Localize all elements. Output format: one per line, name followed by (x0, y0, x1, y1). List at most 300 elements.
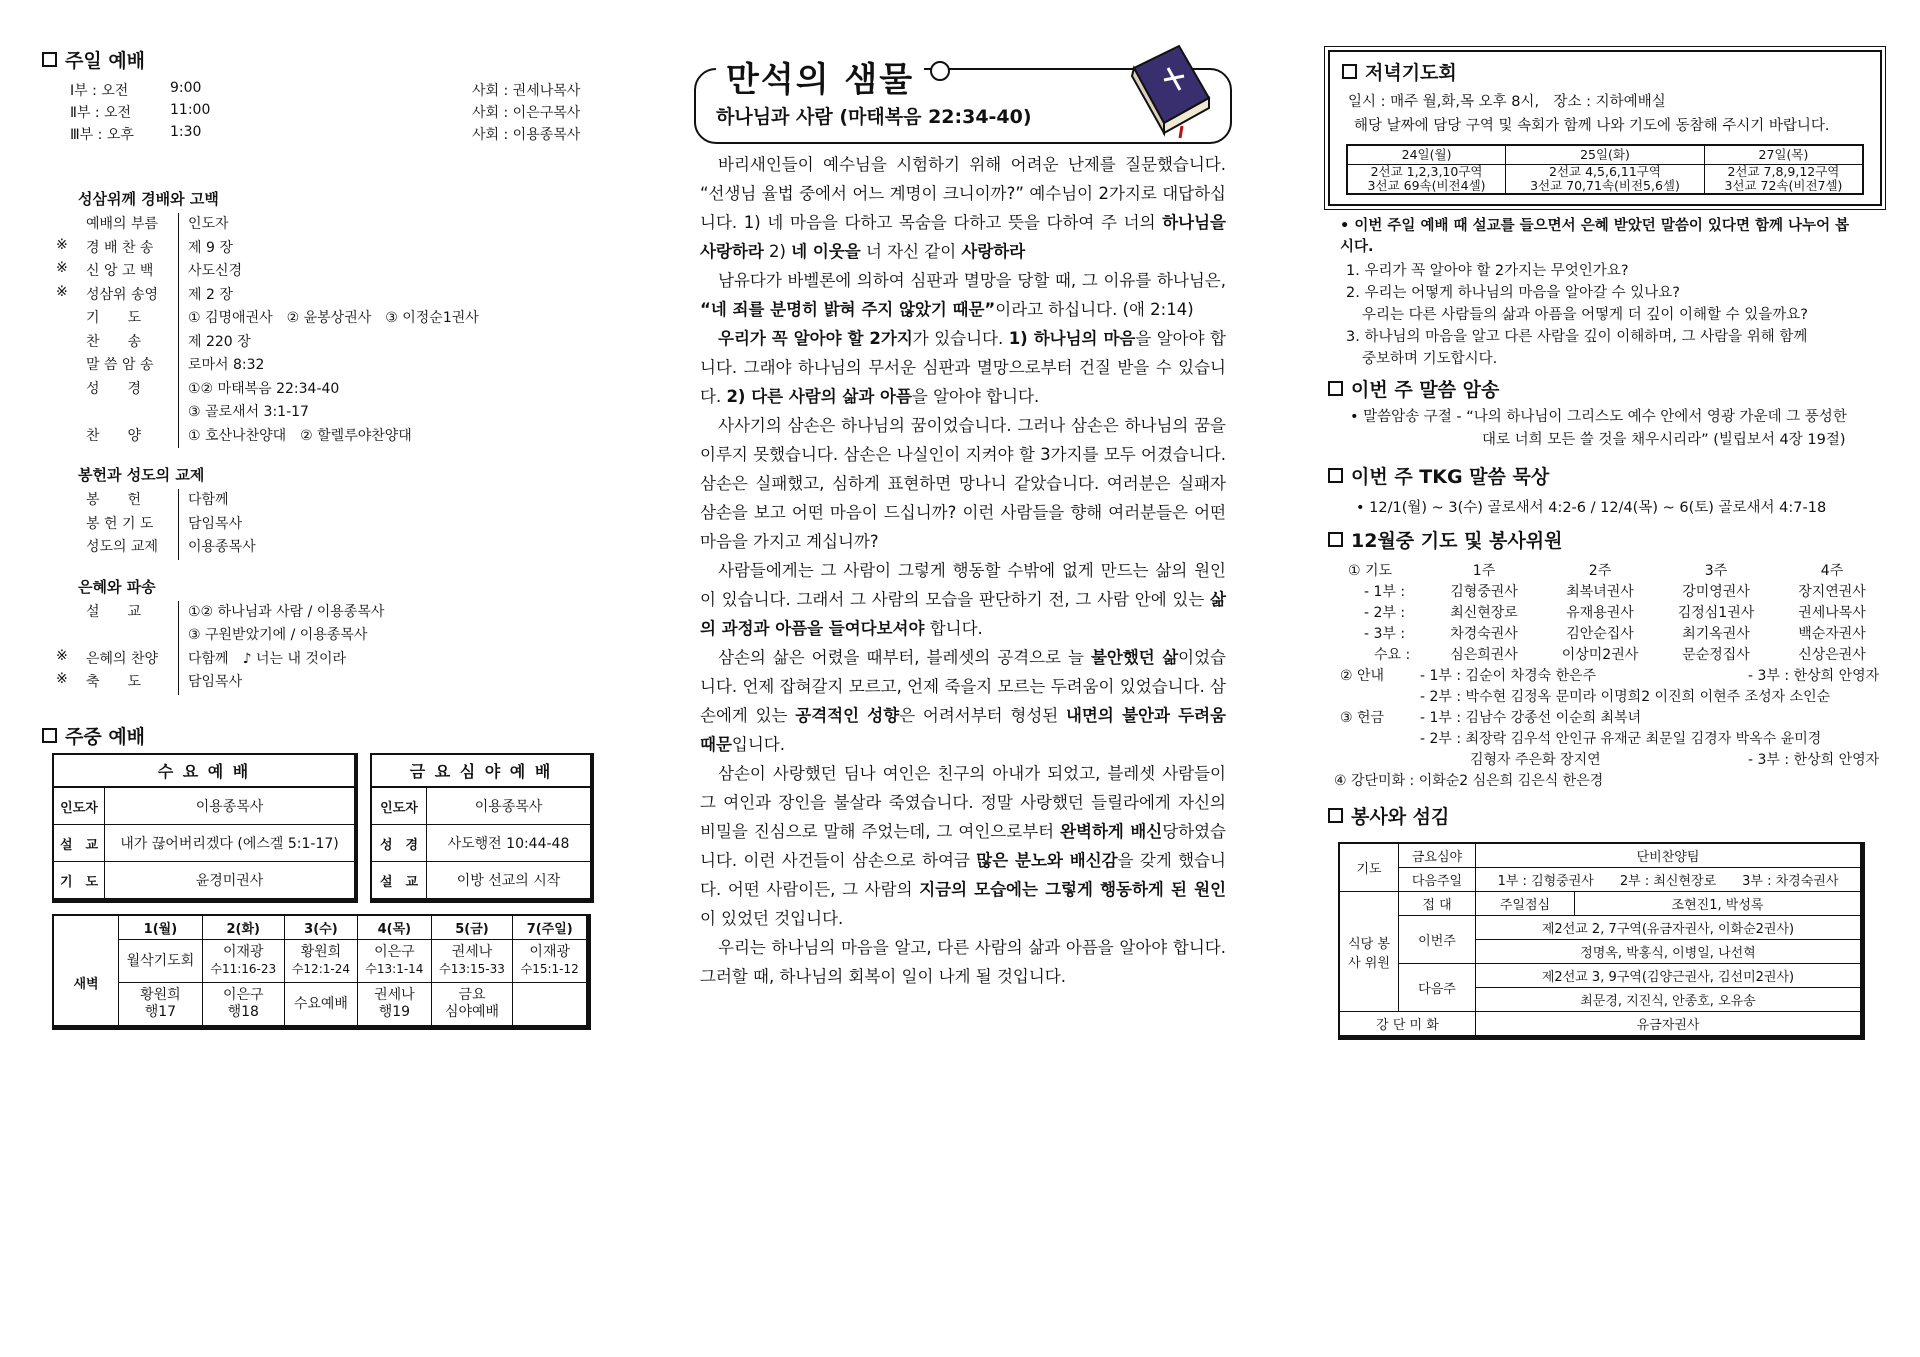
dawn-cell (513, 940, 587, 983)
dawn-cell-sub: 심야예배 (444, 1004, 500, 1020)
worship-order (42, 188, 602, 695)
duty-title (1328, 526, 1562, 553)
guide-row (1334, 665, 1880, 686)
bullet-icon: • (1340, 218, 1350, 234)
service-host: 사회 : 권세나목사 (472, 83, 581, 99)
duty-text: - 3부 : 한상희 안영자 (1748, 752, 1880, 768)
order-divider (178, 284, 179, 308)
next-sunday-value: 1부 : 김형중권사 2부 : 최신현장로 3부 : 차경숙권사 (1476, 868, 1862, 892)
emphasis-text: 하나님을 사랑하라 (700, 213, 1226, 261)
order-group-header: 은혜와 파송 (78, 577, 156, 596)
prayer-head: 27일(목) (1704, 145, 1863, 165)
this-week-1: 제2선교 2, 7구역(유금자권사, 이화순2권사) (1476, 916, 1862, 940)
prayer-table (1346, 144, 1864, 195)
duty-cell: 심은희권사 (1450, 647, 1518, 663)
meal-label: 식당 봉사 위원 (1339, 892, 1399, 1012)
order-label: 찬 송 (86, 333, 142, 350)
next-week-2: 최문경, 지진식, 안종호, 오유송 (1476, 988, 1862, 1012)
friday-table (372, 787, 590, 899)
weekday-worship-title (42, 722, 145, 749)
dawn-cell-main: 이재광 (222, 944, 264, 960)
service-row (70, 102, 590, 124)
body-text: 삼손의 삶은 어렸을 때부터, 블레셋의 공격으로 늘 (718, 648, 1091, 667)
duty-header-row (1334, 560, 1874, 581)
row-value: 이용종목사 (105, 788, 355, 825)
order-row (42, 401, 602, 425)
service-time: 9:00 (170, 80, 202, 96)
table-row (54, 862, 354, 899)
dawn-row (53, 940, 587, 983)
friday-title: 금 요 심 야 예 배 (372, 755, 590, 787)
service-times (70, 80, 590, 146)
order-divider (178, 671, 179, 695)
dawn-cell (284, 940, 357, 983)
service-table-box (1338, 842, 1865, 1040)
dawn-day: 3(수) (284, 915, 357, 940)
dawn-cell (284, 983, 357, 1027)
order-divider (178, 260, 179, 284)
row-key: 설 교 (372, 862, 427, 899)
body-text: 우리는 하나님의 마음을 알고, 다른 사람의 삶과 아픔을 알아야 합니다. 그러할 때, 하나님의 회복이 일이 나게 될 것입니다. (700, 938, 1226, 986)
next-week-label: 다음주 (1399, 964, 1476, 1012)
order-divider (178, 331, 179, 355)
body-text: 바리새인들이 예수님을 시험하기 위해 어려운 난제를 질문했습니다. “선생님 율법 중에서 어느 계명이 크니이까?” 예수님이 2가지로 대답하십니다. 1) 네 마음을 다하고 목숨을 다하고 뜻을 다하여 주 너의 (700, 155, 1226, 232)
order-value: 제 220 장 (188, 333, 251, 350)
dawn-day: 5(금) (431, 915, 513, 940)
duty-text: ④ 강단미화 : 이화순2 심은희 김은식 한은경 (1334, 773, 1604, 789)
table-row (372, 862, 590, 899)
guide-row (1334, 686, 1874, 707)
section-label: 이번 주 말씀 암송 (1351, 379, 1500, 401)
section-label: 12월중 기도 및 봉사위원 (1351, 530, 1563, 552)
emphasis-text: 삶의 과정과 아픔을 들여다보셔야 (700, 590, 1226, 638)
altar-flower-label: 강 단 미 화 (1339, 1012, 1476, 1037)
memory-verse (1350, 406, 1870, 452)
table-row (54, 788, 354, 825)
order-value: 로마서 8:32 (188, 357, 265, 373)
sermon-header (694, 50, 1230, 142)
order-row (42, 378, 602, 402)
order-label: 찬 양 (86, 427, 142, 444)
duty-cell: 차경숙권사 (1450, 626, 1518, 642)
host-label: 접 대 (1399, 892, 1476, 916)
sermon-paragraph (700, 324, 1226, 411)
duty-cell: 1주 (1472, 563, 1496, 579)
body-text: 이었습니다. 언제 잡혀갈지 모르고, 언제 죽을지 모르는 두려움이 있었습니다. 삼손에게 있는 (700, 648, 1226, 725)
dawn-cell (119, 940, 203, 983)
question-item: 1. 우리가 꼭 알아야 할 2가지는 무엇인가요? (1346, 263, 1629, 279)
order-row (42, 237, 602, 261)
emphasis-text: 완벽하게 배신 (1060, 822, 1163, 841)
order-label: 봉 헌 기 도 (86, 515, 154, 532)
emphasis-text: 공격적인 성향 (795, 706, 900, 725)
duty-cell: 수요 : (1374, 647, 1411, 663)
prayer-head: 24일(월) (1347, 145, 1506, 165)
order-label: 봉 헌 (86, 492, 142, 508)
body-text: 을 알아야 합니다. 그래야 하나님의 무서운 심판과 멸망으로부터 건질 받을 수 있습니다. (700, 329, 1226, 406)
emphasis-text: 2) 다른 사람의 삶과 아픔 (726, 387, 912, 406)
fri-value: 단비찬양팀 (1476, 843, 1862, 868)
order-row (42, 536, 602, 560)
order-value: ③ 골로새서 3:1-17 (188, 404, 309, 420)
service-time: 11:00 (170, 102, 211, 118)
wednesday-table (54, 787, 354, 899)
order-divider (178, 213, 179, 237)
body-text: 은 어려서부터 형성된 (899, 706, 1066, 725)
order-row (42, 260, 602, 284)
service-row (70, 80, 590, 102)
altar-flower-value: 유금자권사 (1476, 1012, 1862, 1037)
order-divider (178, 536, 179, 560)
duty-row (1334, 602, 1874, 623)
order-value: 제 2 장 (188, 286, 233, 303)
duty-cell: 3주 (1704, 563, 1728, 579)
section-label: 봉사와 섬김 (1351, 806, 1450, 828)
dawn-cell-main: 금요 (458, 987, 486, 1003)
order-label: 경 배 찬 송 (86, 239, 154, 256)
sermon-paragraph (700, 933, 1226, 991)
body-text: 이 있었던 것입니다. (700, 909, 844, 928)
evening-prayer-box (1328, 50, 1882, 206)
order-row (42, 425, 602, 449)
order-mark: ※ (56, 260, 68, 276)
pray-label: 기도 (1339, 843, 1399, 892)
section-label: 주중 예배 (65, 726, 146, 748)
order-value: ①② 마태복음 22:34-40 (188, 380, 340, 397)
wednesday-service-box (52, 753, 358, 903)
host-b: 조현진1, 박성록 (1575, 892, 1862, 916)
host-a: 주일점심 (1476, 892, 1575, 916)
dawn-cell-main: 황원희 (140, 987, 181, 1003)
table-row (54, 825, 354, 862)
dawn-day: 7(주일) (513, 915, 587, 940)
offering-row (1334, 728, 1874, 749)
dawn-cell (431, 940, 513, 983)
service-time: 1:30 (170, 124, 202, 140)
question-item: 2. 우리는 어떻게 하나님의 마음을 알아갈 수 있나요? (1346, 285, 1680, 301)
order-divider (178, 354, 179, 378)
order-label: 성 경 (86, 380, 142, 397)
brand-circle-icon (930, 61, 950, 81)
dawn-day: 4(목) (358, 915, 431, 940)
emphasis-text: “네 죄를 분명히 밝혀 주지 않았기 때문” (700, 300, 996, 319)
duty-cell: 최신현장로 (1450, 605, 1518, 621)
section-label: 이번 주 TKG 말씀 묵상 (1351, 466, 1550, 488)
duty-text: ② 안내 (1340, 668, 1385, 684)
brand-title: 만석의 샘물 (716, 52, 924, 101)
bullet-icon: • (1350, 409, 1359, 425)
service-host: 사회 : 이용종목사 (472, 127, 581, 143)
emphasis-text: 불안했던 삶 (1090, 648, 1179, 667)
checkbox-bullet-icon (1328, 381, 1343, 396)
row-key: 인도자 (54, 788, 105, 825)
order-label: 은혜의 찬양 (86, 650, 159, 667)
duty-text: ③ 헌금 (1340, 710, 1385, 726)
duty-cell: ① 기도 (1348, 563, 1393, 579)
prayer-row (1347, 145, 1863, 165)
emphasis-text: 네 이웃을 (791, 242, 861, 261)
order-mark: ※ (56, 671, 68, 687)
dawn-cell-main: 월삭기도회 (126, 952, 195, 969)
duty-cell: 유재용권사 (1566, 605, 1634, 621)
prayer-cell: 2선교 1,2,3,10구역 (1347, 165, 1506, 180)
prayer-head: 25일(화) (1506, 145, 1705, 165)
body-text: 을 알아야 합니다. (911, 387, 1040, 406)
checkbox-bullet-icon (42, 728, 57, 743)
question-item: 중보하며 기도합시다. (1362, 351, 1498, 367)
order-row (42, 331, 602, 355)
question-list (1340, 260, 1870, 370)
checkbox-bullet-icon (1328, 468, 1343, 483)
order-value: ③ 구원받았기에 / 이용종목사 (188, 627, 368, 643)
order-mark: ※ (56, 647, 68, 664)
duty-row (1334, 644, 1874, 665)
order-row (42, 307, 602, 331)
body-text: 삼손이 사랑했던 딤나 여인은 친구의 아내가 되었고, 블레셋 사람들이 그 여인과 장인을 불살라 죽였습니다. 정말 사랑했던 들릴라에게 자신의 비밀을 진심으로 말해 주었는데, 그 여인으로부터 (700, 764, 1226, 841)
prayer-cell: 3선교 69속(비전4셀) (1347, 179, 1506, 194)
duty-cell: 최복녀권사 (1566, 584, 1634, 600)
sunday-worship-title (42, 46, 145, 73)
duty-cell: 신상은권사 (1798, 647, 1866, 663)
memory-line-2: 대로 너희 모든 쓸 것을 채우시리라” (빌립보서 4장 19절) (1482, 432, 1846, 448)
dawn-cell (202, 940, 284, 983)
row-key: 기 도 (54, 862, 105, 899)
dawn-cell (119, 983, 203, 1027)
duty-text: - 2부 : 박수현 김정옥 문미라 이명희2 이진희 이현주 조성자 소인순 (1420, 689, 1831, 705)
duty-cell: 백순자권사 (1798, 626, 1866, 642)
next-week-1: 제2선교 3, 9구역(김양근권사, 김선미2권사) (1476, 964, 1862, 988)
duty-row (1334, 581, 1874, 602)
duty-cell: 김형중권사 (1450, 584, 1518, 600)
duty-cell: 김안순집사 (1566, 626, 1634, 642)
order-value: ① 호산나찬양대 ② 할렐루야찬양대 (188, 427, 412, 444)
order-divider (178, 378, 179, 402)
emphasis-text: 내면의 불안과 두려움 때문 (700, 706, 1226, 754)
duty-text: 김형자 주은화 장지연 (1470, 752, 1601, 768)
tkg-title (1328, 462, 1549, 489)
dawn-service-box (52, 914, 591, 1030)
dawn-day: 1(월) (119, 915, 203, 940)
table-row (372, 788, 590, 825)
tkg-reading: • 12/1(월) ~ 3(수) 골로새서 4:2-6 / 12/4(목) ~ 6(토) 골로새서 4:7-18 (1356, 500, 1827, 516)
body-text: 남유다가 바벨론에 의하여 심판과 멸망을 당할 때, 그 이유를 하나님은, (718, 271, 1226, 290)
dawn-cell-sub: 행19 (378, 1004, 411, 1020)
duty-row (1334, 623, 1874, 644)
duty-text: - 3부 : 한상희 안영자 (1748, 668, 1880, 684)
prayer-cell: 2선교 7,8,9,12구역 (1704, 165, 1863, 180)
order-label: 설 교 (86, 603, 142, 620)
dawn-day: 2(화) (202, 915, 284, 940)
dawn-corner (53, 915, 119, 940)
dawn-cell (358, 983, 431, 1027)
order-row (42, 284, 602, 308)
order-row (42, 671, 602, 695)
duty-cell: 권세나목사 (1798, 605, 1866, 621)
prayer-row (1347, 165, 1863, 180)
order-value: ①② 하나님과 사람 / 이용종목사 (188, 603, 385, 620)
service-row (70, 124, 590, 146)
order-label: 성삼위 송영 (86, 286, 159, 303)
dawn-cell-main: 권세나 (374, 987, 415, 1003)
share-intro (1340, 216, 1860, 258)
this-week-label: 이번주 (1399, 916, 1476, 964)
body-text: 사사기의 삼손은 하나님의 꿈이었습니다. 그러나 삼손은 하나님의 꿈을 이루지 못했습니다. 삼손은 나실인이 지켜야 할 3가지를 모두 어겼습니다. 삼손은 실패했고, 심하게 표현하면 망나니 같았습니다. 여러분은 실패자 삼손을 보고 어떤 마음이 드십니까? 이런 사람들을 향해 여러분들은 어떤 마음을 가지고 계십니까? (700, 416, 1226, 551)
dawn-cell-main: 이은구 (222, 987, 264, 1003)
offering-row (1334, 749, 1880, 770)
duty-text: - 2부 : 최장락 김우석 안인규 유재군 최문일 김경자 박옥수 윤미경 (1420, 731, 1822, 747)
order-row (42, 601, 602, 625)
duty-cell: 문순정집사 (1682, 647, 1750, 663)
order-label: 기 도 (86, 310, 142, 326)
dawn-cell-sub: 수11:16-23 (210, 962, 277, 976)
emphasis-text: 사랑하라 (961, 242, 1026, 261)
body-text: 입니다. (731, 735, 785, 754)
dawn-cell-sub: 수13:15-33 (439, 962, 505, 976)
section-label: 주일 예배 (65, 50, 146, 72)
sermon-paragraph (700, 759, 1226, 933)
duty-cell: 4주 (1820, 563, 1844, 579)
dawn-cell (202, 983, 284, 1027)
dawn-label: 새벽 (53, 940, 119, 1027)
order-divider (178, 237, 179, 261)
duty-cell: 2주 (1588, 563, 1612, 579)
checkbox-bullet-icon (42, 52, 57, 67)
dawn-cell-sub: 행18 (227, 1004, 259, 1020)
section-label: 저녁기도회 (1365, 62, 1457, 84)
order-divider (178, 307, 179, 331)
duty-cell: 장지연권사 (1798, 584, 1866, 600)
order-group-header: 성삼위께 경배와 고백 (78, 190, 219, 208)
service-table (1338, 842, 1862, 1037)
this-week-2: 정명옥, 박홍식, 이병일, 나선혁 (1476, 940, 1862, 964)
order-divider (178, 601, 179, 625)
order-value: 다함께 (188, 492, 229, 508)
duty-cell: - 1부 : (1364, 584, 1406, 600)
memory-line-1: • 말씀암송 구절 - “나의 하나님이 그리스도 예수 안에서 영광 가운데 그 풍성한 (1350, 409, 1847, 425)
order-label: 예배의 부름 (86, 216, 159, 232)
dawn-cell (358, 940, 431, 983)
prayer-cell: 3선교 72속(비전7셀) (1704, 179, 1863, 194)
dawn-cell-main: 황원희 (300, 944, 342, 960)
service-name: Ⅱ부 : 오전 (70, 105, 132, 121)
duty-cell: 이상미2권사 (1561, 647, 1639, 663)
fri-label: 금요심야 (1399, 843, 1476, 868)
table-row (372, 825, 590, 862)
order-divider (178, 624, 179, 648)
order-value: 담임목사 (188, 674, 243, 690)
duty-cell: - 3부 : (1364, 626, 1406, 642)
body-text: 너 자신 같이 (860, 242, 962, 261)
flower-row (1334, 770, 1874, 791)
dawn-cell-main: 이은구 (374, 944, 415, 960)
dawn-cell-sub: 수15:1-12 (520, 962, 579, 976)
next-sunday-label: 다음주일 (1399, 868, 1476, 892)
sermon-paragraph (700, 266, 1226, 324)
row-value: 윤경미권사 (105, 862, 355, 899)
order-value: ① 김명애권사 ② 윤봉상권사 ③ 이정순1권사 (188, 310, 479, 326)
sermon-paragraph (700, 411, 1226, 556)
order-label: 신 앙 고 백 (86, 263, 154, 279)
order-row (42, 513, 602, 537)
order-label: 축 도 (86, 674, 142, 690)
prayer-cell: 2선교 4,5,6,11구역 (1506, 165, 1705, 180)
service-title (1328, 802, 1449, 829)
row-value: 내가 끊어버리겠다 (에스겔 5:1-17) (105, 825, 355, 862)
order-value: 인도자 (188, 216, 229, 232)
order-value: 사도신경 (188, 263, 243, 279)
order-mark: ※ (56, 236, 68, 253)
dawn-cell-sub: 수13:1-14 (365, 962, 424, 976)
emphasis-text: 지금의 모습에는 그렇게 행동하게 된 원인 (919, 880, 1227, 899)
evening-prayer-title (1342, 58, 1457, 85)
dawn-cell-main: 이재광 (529, 944, 570, 960)
duty-roster (1334, 560, 1880, 791)
dawn-cell (513, 983, 587, 1027)
row-value: 이용종목사 (427, 788, 591, 825)
service-name: Ⅲ부 : 오후 (70, 127, 134, 143)
question-item: 3. 하나님의 마음을 알고 다른 사람을 깊이 이해하며, 그 사람을 위해 함께 (1346, 329, 1808, 345)
row-key: 성 경 (372, 825, 427, 862)
dawn-cell-main: 권세나 (451, 944, 493, 960)
duty-cell: 강미영권사 (1682, 584, 1750, 600)
row-value: 이방 선교의 시작 (427, 862, 591, 899)
prayer-schedule: 일시 : 매주 월,화,목 오후 8시, 장소 : 지하예배실 (1348, 94, 1666, 110)
order-row (42, 213, 602, 237)
row-key: 설 교 (54, 825, 105, 862)
dawn-cell-main: 수요예배 (293, 995, 348, 1012)
body-text: 을 갖게 했습니다. 어떤 사람이든, 그 사람의 (700, 851, 1226, 899)
order-value: 제 9 장 (188, 239, 233, 256)
checkbox-bullet-icon (1328, 808, 1343, 823)
dawn-row (53, 983, 587, 1027)
order-divider (178, 425, 179, 449)
order-divider (178, 513, 179, 537)
offering-row (1334, 707, 1874, 728)
sermon-body (700, 150, 1226, 991)
checkbox-bullet-icon (1328, 532, 1343, 547)
sermon-paragraph (700, 643, 1226, 759)
order-row (42, 354, 602, 378)
prayer-cell: 3선교 70,71속(비전5,6셀) (1506, 179, 1705, 194)
bullet-icon: • (1356, 500, 1365, 516)
duty-text: - 1부 : 김순이 차경숙 한은주 (1420, 668, 1597, 684)
body-text: 2) (763, 242, 792, 261)
dawn-header-row (53, 915, 587, 940)
body-text: 합니다. (924, 619, 983, 638)
body-text: 당하였습니다. 이런 사건들이 삼손으로 하여금 (700, 822, 1226, 870)
service-host: 사회 : 이은구목사 (472, 105, 581, 121)
emphasis-text: 우리가 꼭 알아야 할 2가지 (718, 329, 913, 348)
emphasis-text: 많은 분노와 배신감 (976, 851, 1118, 870)
emphasis-text: 1) 하나님의 마음 (1008, 329, 1136, 348)
order-mark: ※ (56, 283, 68, 300)
service-name: Ⅰ부 : 오전 (70, 83, 129, 99)
sermon-paragraph (700, 556, 1226, 643)
body-text: 사람들에게는 그 사람이 그렇게 행동할 수밖에 없게 만드는 삶의 원인이 있습니다. 그래서 그 사람의 모습을 판단하기 전, 그 사람 안에 있는 (700, 561, 1226, 609)
order-row (42, 648, 602, 672)
order-value: 이용종목사 (188, 539, 256, 555)
duty-cell: - 2부 : (1364, 605, 1406, 621)
question-item: 우리는 다른 사람들의 삶과 아픔을 어떻게 더 깊이 이해할 수 있을까요? (1362, 307, 1808, 323)
bible-icon (1124, 38, 1214, 138)
body-text: 이라고 하십니다. (애 2:14) (995, 300, 1194, 319)
dawn-cell-sub: 행17 (144, 1004, 177, 1020)
row-key: 인도자 (372, 788, 427, 825)
dawn-cell (431, 983, 513, 1027)
sermon-title: 하나님과 사람 (마태복음 22:34-40) (716, 106, 1032, 128)
prayer-note: 해당 날짜에 담당 구역 및 속회가 함께 나와 기도에 동참해 주시기 바랍니다. (1354, 118, 1830, 134)
order-label: 말 씀 암 송 (86, 357, 154, 373)
